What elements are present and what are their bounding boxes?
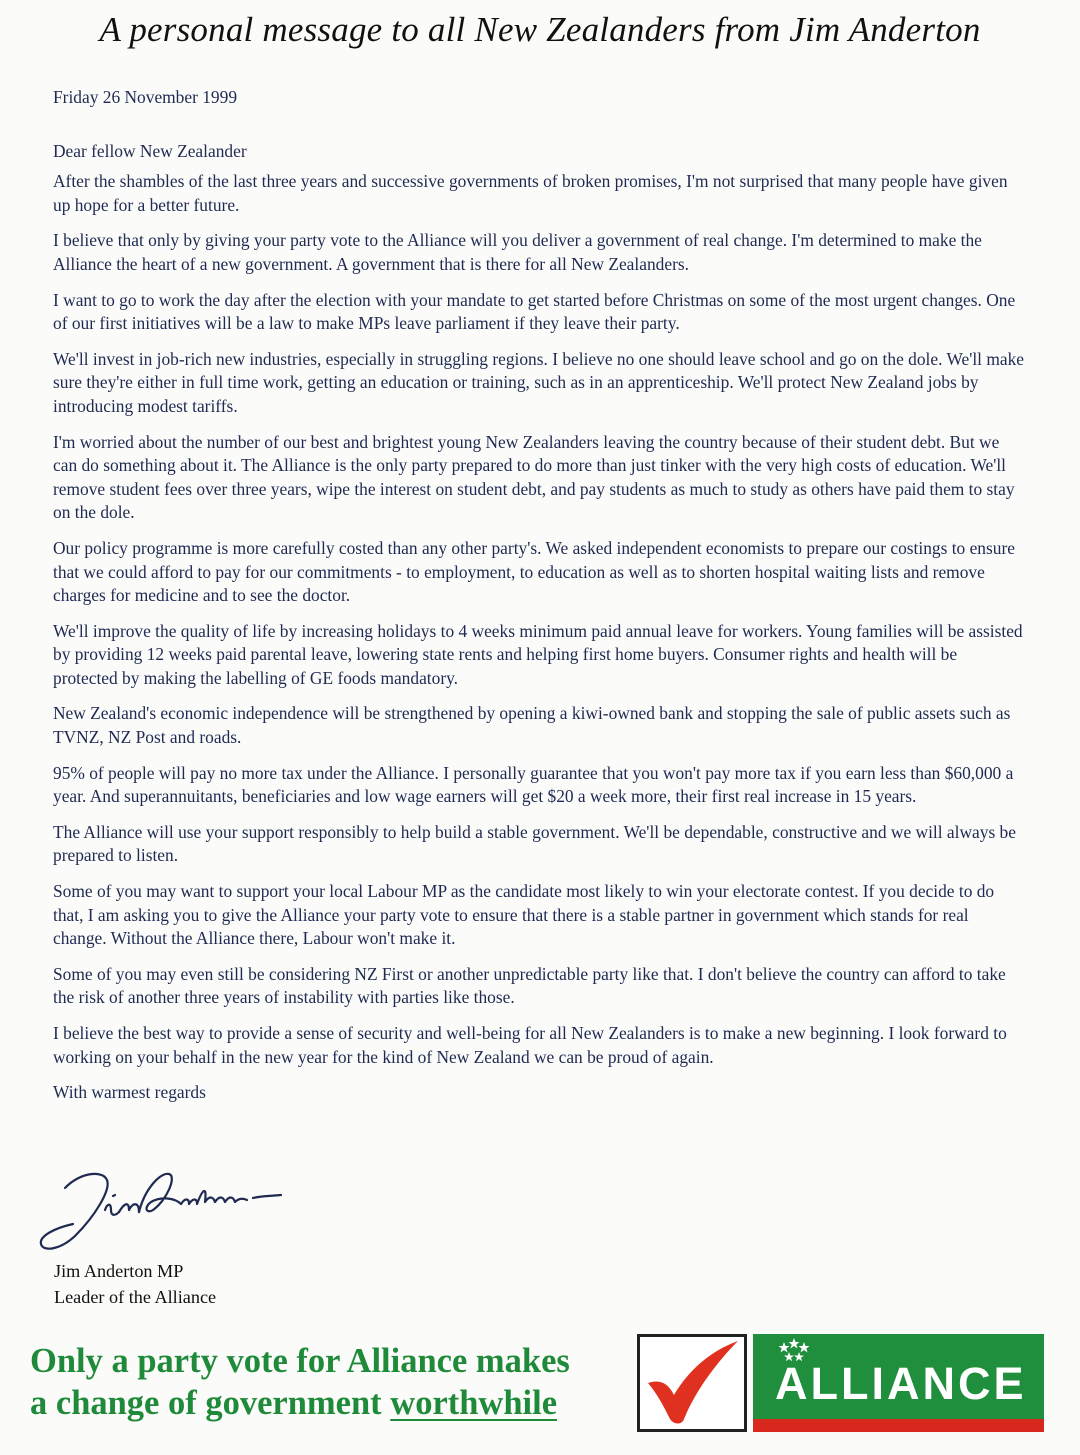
paragraph: I believe that only by giving your party vote to the Alliance will you deliver a government of real change. I'm determined to make the Alliance the heart of a new government. A government that is there for all New Zealanders. [53, 230, 982, 274]
signoff-block [54, 1258, 216, 1310]
paragraph: The Alliance will use your support responsibly to help build a stable government. We'll be dependable, constructive and we will always be prepared to listen. [53, 821, 1016, 866]
footer-slogan [30, 1340, 570, 1424]
letter-body [53, 86, 1025, 1105]
paragraph: 95% of people will pay no more tax under the Alliance. I personally guarantee that you won't pay more tax if you earn less than $60,000 a year. And superannuitants, beneficiaries and low wage earners will get $20 a week more, their first real increase in 15 years. [53, 762, 1014, 807]
paragraph: I'm worried about the number of our best and brightest young New Zealanders leaving the country because of their student debt. But we can do something about it. The Alliance is the only party prepared to do more than just tinker with the very high costs of education. We'll remove student fees over three years, wipe the interest on student debt, and pay students as much to study as others have paid them to stay on the dole. [53, 431, 1015, 523]
salutation: Dear fellow New Zealander [53, 140, 247, 161]
paragraph: Our policy programme is more carefully costed than any other party's. We asked independent economists to prepare our costings to ensure that we could afford to pay for our commitments - to employment, to education as well as to shorten hospital waiting lists and remove charges for medicine and to see the doctor. [53, 537, 1015, 606]
paragraph: We'll improve the quality of life by increasing holidays to 4 weeks minimum paid annual leave for workers. Young families will be assisted by providing 12 weeks paid parental leave, lowering state rents and helping first home buyers. Consumer rights and health will be protected by making the labelling of GE foods mandatory. [53, 620, 1023, 688]
slogan-line-2: a change of government [30, 1384, 391, 1422]
slogan-line-1: Only a party vote for Alliance makes [30, 1342, 570, 1380]
vote-tick-icon [637, 1334, 747, 1432]
paragraph: After the shambles of the last three years and successive governments of broken promises, I'm not surprised that many people have given up hope for a better future. [53, 171, 1008, 215]
paragraph: I believe the best way to provide a sense of security and well-being for all New Zealanders is to make a new beginning. I look forward to working on your behalf in the new year for the kind of New Zealand we can be proud of again. [53, 1023, 1007, 1067]
closing: With warmest regards [53, 1082, 206, 1103]
paragraph: I want to go to work the day after the election with your mandate to get started before Christmas on some of the most urgent changes. One of our first initiatives will be a law to make MPs leave parliament if they leave their party. [53, 289, 1016, 334]
paragraph: Some of you may even still be considering NZ First or another unpredictable party like that. I don't believe the country can afford to take the risk of another three years of instability with parties like those. [53, 963, 1006, 1008]
paragraph: Some of you may want to support your local Labour MP as the candidate most likely to win your electorate contest. If you decide to do that, I am asking you to give the Alliance your party vote to ensure that there is a stable partner in government which stands for real change. Without the Alliance there, Labour won't make it. [53, 881, 995, 949]
letter-title: A personal message to all New Zealanders from Jim Anderton [99, 10, 981, 49]
paragraph: New Zealand's economic independence will be strengthened by opening a kiwi-owned bank and stopping the sale of public assets such as TVNZ, NZ Post and roads. [53, 703, 1011, 748]
alliance-logo [753, 1334, 1044, 1432]
slogan-emphasis: worthwhile [390, 1384, 558, 1422]
logo-red-stripe [753, 1419, 1044, 1432]
logo-wordmark: ALLIANCE [775, 1358, 1027, 1409]
handwritten-signature [35, 1158, 295, 1258]
letter-date: Friday 26 November 1999 [53, 87, 238, 107]
paragraph: We'll invest in job-rich new industries, especially in struggling regions. I believe no one should leave school and go on the dole. We'll make sure they're either in full time work, getting an education or training, such as in an apprenticeship. We'll protect New Zealand jobs by introducing modest tariffs. [53, 348, 1025, 416]
signoff-name: Jim Anderton MP [54, 1261, 184, 1281]
signoff-role: Leader of the Alliance [54, 1287, 217, 1307]
